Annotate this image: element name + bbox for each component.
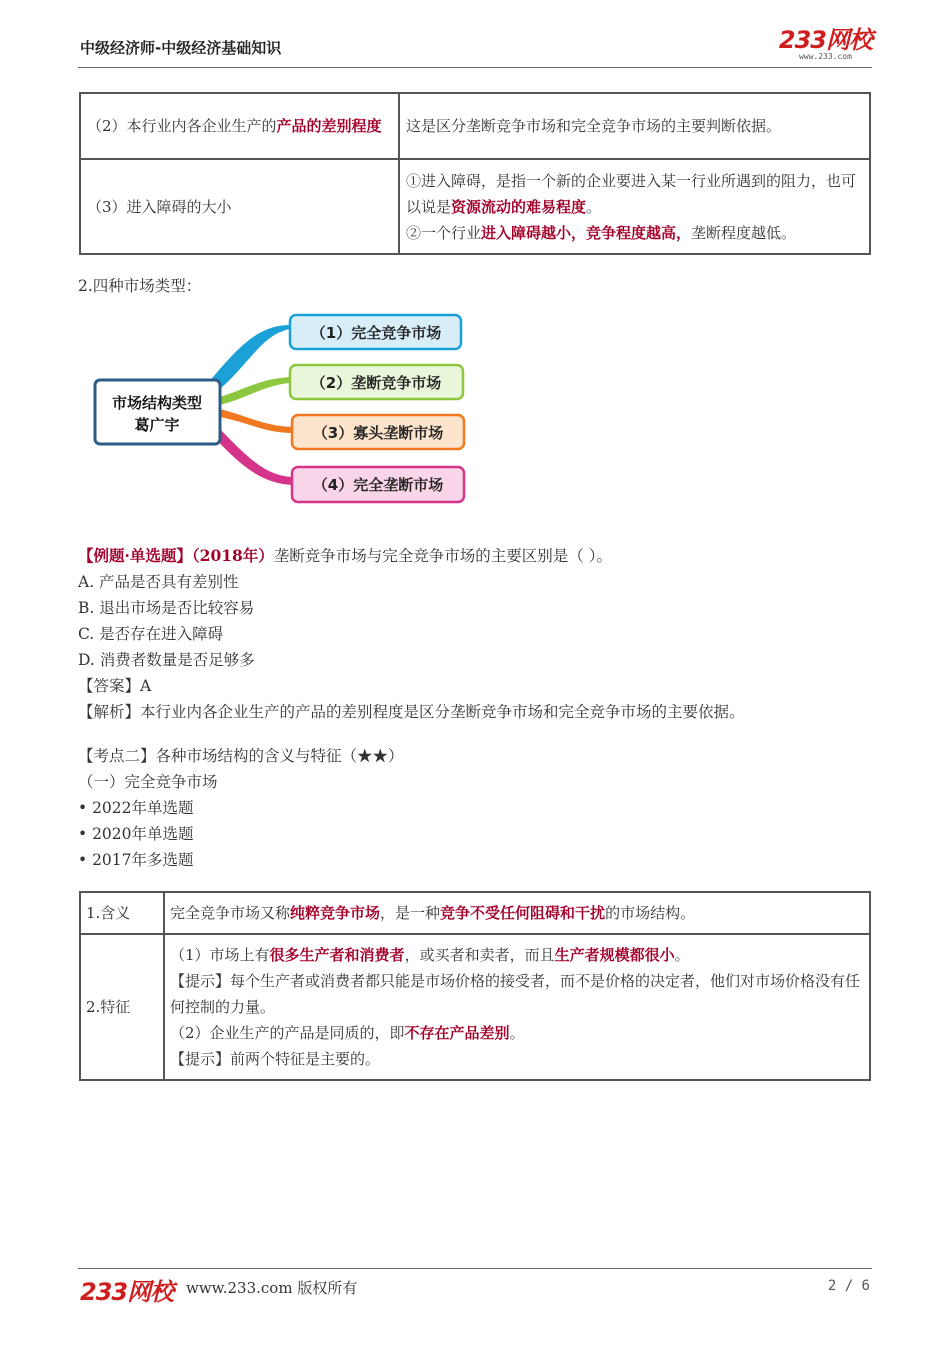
exam-bullet: • 2020年单选题 (78, 825, 194, 843)
cell-text: 垄断程度越低。 (691, 223, 797, 242)
point-title: 【考点二】各种市场结构的含义与特征（★★） (78, 747, 404, 765)
highlight-text: 产品的差别程度 (276, 117, 382, 135)
highlight-text: 不存在产品差别 (404, 1024, 510, 1042)
center-node-sublabel: 葛广宇 (134, 416, 180, 434)
example-tag: 【例题·单选题】 (78, 546, 192, 565)
header-rule (78, 67, 872, 68)
table-row (80, 93, 870, 159)
logo-text: 233网校 (778, 26, 872, 54)
highlight-text: 进入障碍越小，竞争程度越高， (481, 223, 692, 242)
perfect-competition-table (79, 891, 871, 1081)
table-cell (399, 159, 870, 254)
cell-text: ①进入障碍，是指一个新的企业要进入某一行业所遇到的阻力，也可以说是 (406, 171, 857, 216)
section-title: 2.四种市场类型： (78, 277, 202, 295)
logo-url: www.233.com (798, 52, 852, 61)
branch-connector (210, 425, 292, 485)
branch-node-4-label: （4）完全垄断市场 (312, 476, 444, 494)
table-cell (80, 93, 399, 159)
table-cell (164, 892, 870, 934)
option-d: D. 消费者数量是否足够多 (78, 651, 255, 669)
brand-logo (779, 28, 872, 61)
center-node (95, 380, 220, 444)
highlight-text: 资源流动的难易程度 (451, 197, 587, 216)
footer-rule (78, 1268, 872, 1269)
cell-line (406, 220, 863, 246)
question-text: 垄断竞争市场与完全竞争市场的主要区别是（ ）。 (273, 547, 612, 565)
branch-node-2-label: （2）垄断竞争市场 (310, 374, 442, 392)
exam-bullet: • 2017年多选题 (78, 851, 194, 869)
option-a: A. 产品是否具有差别性 (78, 573, 239, 591)
cell-text: 。 (509, 1024, 525, 1042)
mind-map (90, 305, 480, 510)
highlight-text: 很多生产者和消费者 (269, 946, 405, 964)
cell-text: （2）企业生产的产品是同质的，即 (170, 1024, 405, 1042)
highlight-text: 竞争不受任何阻碍和干扰 (440, 904, 606, 922)
table-cell: 2.特征 (80, 934, 164, 1080)
table-row (80, 892, 870, 934)
branch-connector (220, 409, 292, 433)
cell-text: 。 (586, 197, 602, 216)
cell-line (170, 1020, 864, 1046)
table-cell: 这是区分垄断竞争市场和完全竞争市场的主要判断依据。 (399, 93, 870, 159)
cell-text: （2）本行业内各企业生产的 (87, 117, 277, 135)
table-row (80, 159, 870, 254)
example-year: （2018年） (191, 546, 274, 565)
cell-text: 。 (674, 946, 690, 964)
cell-text: ，或买者和卖者，而且 (404, 946, 555, 964)
branch-connector (220, 377, 290, 405)
table-cell (164, 934, 870, 1080)
cell-line: 【提示】前两个特征是主要的。 (170, 1050, 381, 1068)
table-row (80, 934, 870, 1080)
table-cell: （3）进入障碍的大小 (80, 159, 399, 254)
footer-copyright: www.233.com 版权所有 (186, 1279, 358, 1297)
footer-logo: 233网校 (80, 1278, 174, 1306)
sub-title: （一）完全竞争市场 (78, 773, 218, 791)
branch-node-1-label: （1）完全竞争市场 (310, 324, 442, 342)
cell-line (170, 942, 864, 968)
branch-node-3-label: （3）寡头垄断市场 (312, 424, 444, 442)
page-number: 2 / 6 (827, 1278, 870, 1294)
analysis: 【解析】本行业内各企业生产的产品的差别程度是区分垄断竞争市场和完全竞争市场的主要依据。 (78, 703, 745, 721)
answer: 【答案】A (78, 677, 152, 695)
cell-text: （1）市场上有 (170, 946, 270, 964)
cell-text: 完全竞争市场又称 (170, 904, 291, 922)
option-b: B. 退出市场是否比较容易 (78, 599, 255, 617)
cell-text: ，是一种 (380, 904, 441, 922)
table-cell: 1.含义 (80, 892, 164, 934)
document-header-title: 中级经济师-中级经济基础知识 (80, 39, 282, 57)
cell-line (406, 168, 863, 220)
cell-line: 【提示】每个生产者或消费者都只能是市场价格的接受者，而不是价格的决定者，他们对市场价格没有任何控制的力量。 (170, 972, 861, 1016)
highlight-text: 纯粹竞争市场 (290, 904, 381, 922)
option-c: C. 是否存在进入障碍 (78, 625, 224, 643)
exam-bullet: • 2022年单选题 (78, 799, 194, 817)
determinants-table (79, 92, 871, 255)
cell-text: ②一个行业 (406, 223, 482, 242)
center-node-label: 市场结构类型 (111, 394, 203, 412)
highlight-text: 生产者规模都很小 (554, 946, 675, 964)
cell-text: 的市场结构。 (605, 904, 696, 922)
example-question (78, 543, 612, 569)
